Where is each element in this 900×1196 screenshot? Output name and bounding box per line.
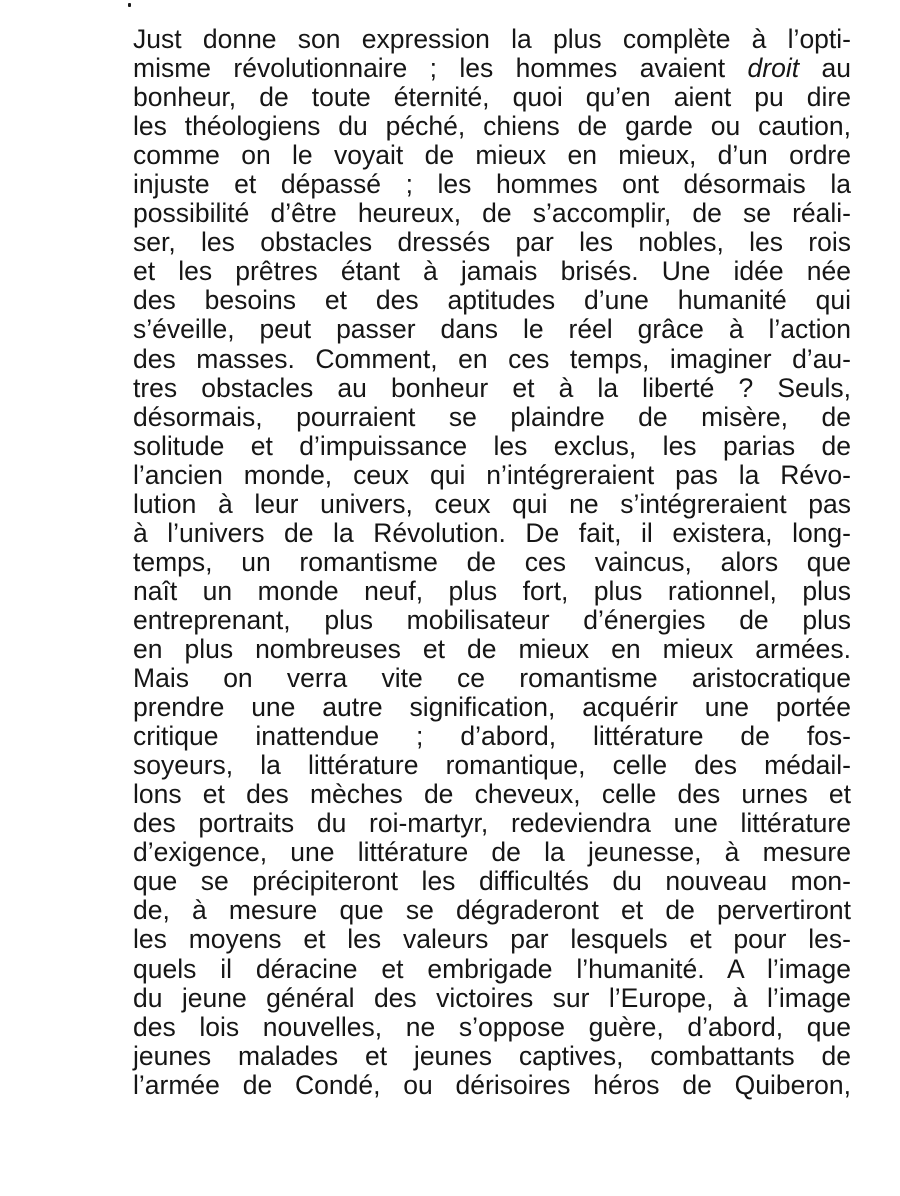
- text-segment: des lois nouvelles, ne s’oppose guère, d’abord, que: [133, 1011, 851, 1042]
- text-segment: tres obstacles au bonheur et à la liberté ? Seuls,: [133, 372, 851, 403]
- text-line: [133, 315, 851, 344]
- text-line: [133, 867, 851, 896]
- text-segment: des masses. Comment, en ces temps, imaginer d’au-: [133, 343, 851, 374]
- text-segment: jeunes malades et jeunes captives, combattants de: [133, 1040, 851, 1071]
- text-line: [133, 25, 851, 54]
- text-line: [133, 984, 851, 1013]
- text-segment: quels il déracine et embrigade l’humanité. A l’image: [133, 953, 851, 984]
- text-segment: misme révolutionnaire ; les hommes avaient: [133, 53, 748, 84]
- text-segment: désormais, pourraient se plaindre de misère, de: [133, 401, 851, 432]
- text-line: [133, 925, 851, 954]
- text-line: [133, 257, 851, 286]
- text-line: [133, 722, 851, 751]
- text-line: [133, 1042, 851, 1071]
- text-line: [133, 809, 851, 838]
- text-segment: l’ancien monde, ceux qui n’intégreraient pas la Révo-: [133, 459, 851, 490]
- text-segment: soyeurs, la littérature romantique, celle des médail-: [133, 750, 851, 781]
- text-segment: de, à mesure que se dégraderont et de pervertiront: [133, 895, 851, 926]
- text-segment: des besoins et des aptitudes d’une humanité qui: [133, 285, 851, 316]
- text-segment: Mais on verra vite ce romantisme aristocratique: [133, 663, 851, 694]
- text-line: [133, 374, 851, 403]
- text-segment: du jeune général des victoires sur l’Europe, à l’image: [133, 982, 851, 1013]
- text-segment: et les prêtres étant à jamais brisés. Une idée née: [133, 256, 851, 287]
- text-segment: lution à leur univers, ceux qui ne s’intégreraient pas: [133, 488, 851, 519]
- text-line: [133, 751, 851, 780]
- text-line: [133, 54, 851, 83]
- text-segment: Just donne son expression la plus complète à l’opti-: [133, 24, 851, 54]
- text-segment: naît un monde neuf, plus fort, plus rationnel, plus: [133, 575, 851, 606]
- text-line: [133, 432, 851, 461]
- text-segment: les théologiens du péché, chiens de garde ou caution,: [133, 111, 851, 142]
- text-segment: bonheur, de toute éternité, quoi qu’en aient pu dire: [133, 82, 851, 113]
- text-line: [133, 112, 851, 141]
- text-line: [133, 461, 851, 490]
- text-segment: en plus nombreuses et de mieux en mieux armées.: [133, 633, 851, 664]
- text-segment: entreprenant, plus mobilisateur d’énergies de plus: [133, 604, 851, 635]
- text-line: [133, 519, 851, 548]
- text-segment: solitude et d’impuissance les exclus, les parias de: [133, 430, 851, 461]
- text-segment: possibilité d’être heureux, de s’accomplir, de se réali-: [133, 198, 851, 229]
- text-line: [133, 199, 851, 228]
- text-line: [133, 548, 851, 577]
- text-line: [133, 1013, 851, 1042]
- text-segment: à l’univers de la Révolution. De fait, il existera, long-: [133, 517, 851, 548]
- text-line: [133, 490, 851, 519]
- body-text: [133, 25, 851, 1100]
- text-segment: au: [799, 53, 851, 84]
- text-line: [133, 780, 851, 809]
- emphasized-word: droit: [747, 53, 800, 84]
- text-segment: temps, un romantisme de ces vaincus, alors que: [133, 546, 851, 577]
- text-line: [133, 170, 851, 199]
- text-line: [133, 286, 851, 315]
- text-segment: d’exigence, une littérature de la jeunesse, à mesure: [133, 837, 851, 868]
- text-line: [133, 635, 851, 664]
- text-segment: injuste et dépassé ; les hommes ont désormais la: [133, 169, 851, 200]
- text-line: [133, 577, 851, 606]
- text-line: [133, 1071, 851, 1100]
- text-line: [133, 83, 851, 112]
- text-segment: comme on le voyait de mieux en mieux, d’un ordre: [133, 140, 851, 171]
- text-segment: prendre une autre signification, acquérir une portée: [133, 692, 851, 723]
- text-line: [133, 403, 851, 432]
- text-line: [133, 838, 851, 867]
- text-segment: que se précipiteront les difficultés du nouveau mon-: [133, 866, 851, 897]
- text-segment: des portraits du roi-martyr, redeviendra une littérature: [133, 808, 851, 839]
- text-segment: lons et des mèches de cheveux, celle des urnes et: [133, 779, 851, 810]
- text-segment: s’éveille, peut passer dans le réel grâce à l’action: [133, 314, 851, 345]
- text-line: [133, 896, 851, 925]
- text-segment: critique inattendue ; d’abord, littérature de fos-: [133, 721, 851, 752]
- text-line: [133, 345, 851, 374]
- text-segment: ser, les obstacles dressés par les nobles, les rois: [133, 227, 851, 258]
- text-line: [133, 606, 851, 635]
- text-segment: l’armée de Condé, ou dérisoires héros de Quiberon,: [133, 1069, 851, 1100]
- text-segment: les moyens et les valeurs par lesquels et pour les-: [133, 924, 851, 955]
- text-line: [133, 664, 851, 693]
- text-line: [133, 693, 851, 722]
- stray-dot-mark: [128, 3, 131, 7]
- text-line: [133, 955, 851, 984]
- text-line: [133, 141, 851, 170]
- text-line: [133, 228, 851, 257]
